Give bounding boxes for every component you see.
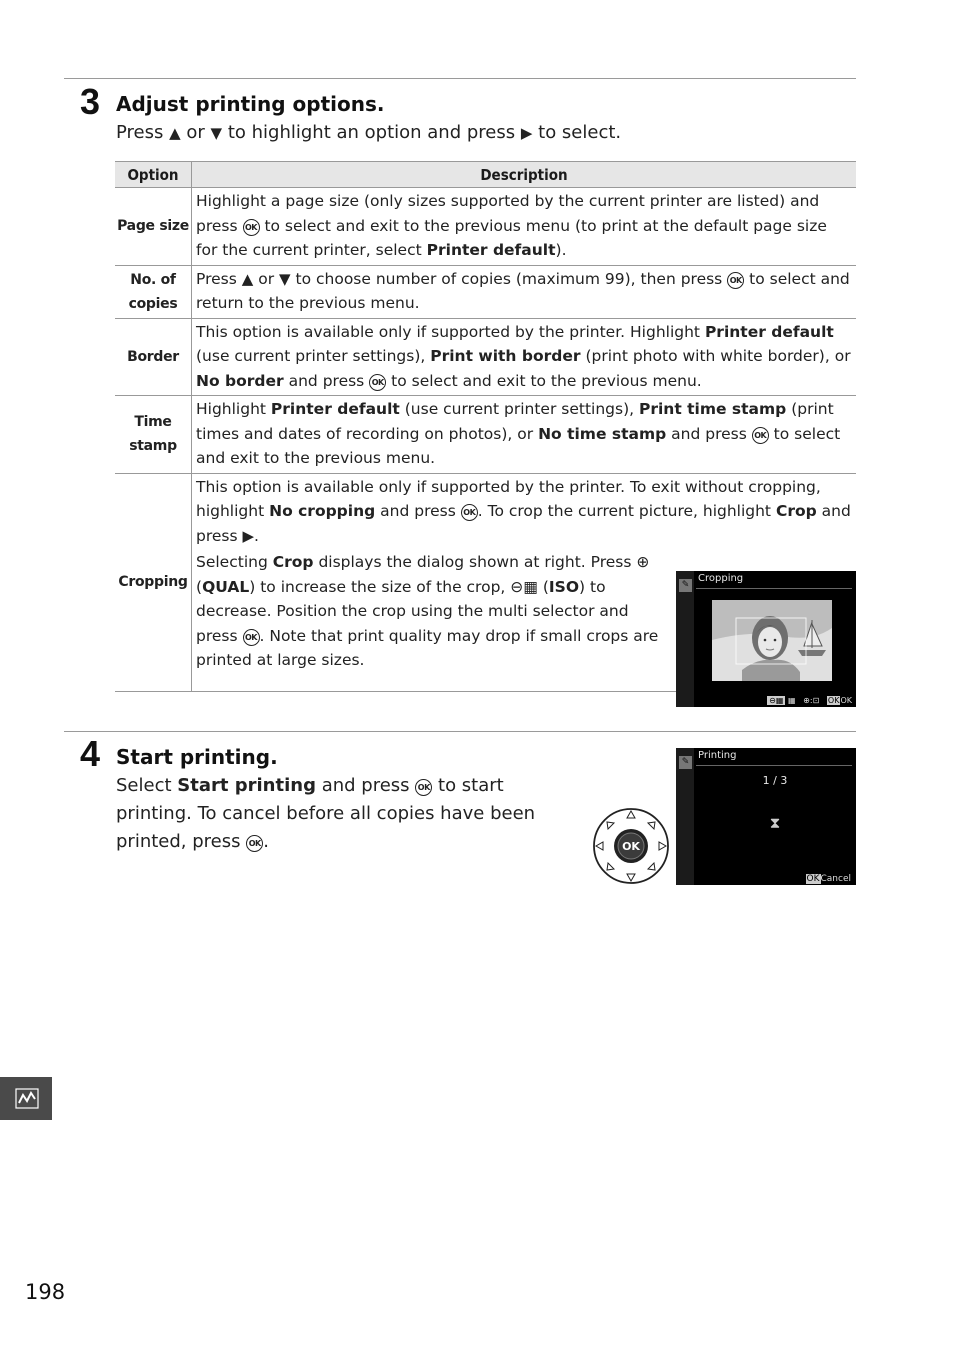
cropping-screen-title: Cropping: [698, 573, 744, 584]
description-page-size: Highlight a page size (only sizes supported by the current printer are listed) and press OK to select and exit to the previous menu (to print at the default page size for the current printer, select Printer default).: [192, 188, 857, 266]
cropping-screen-controls: ⊖▦ ▦ ⊕:⊡ OKOK: [769, 696, 852, 705]
screen-side-bar: [676, 748, 694, 885]
print-mode-icon: ✎: [679, 756, 692, 769]
cropping-paragraph-1: This option is available only if supported by the printer. To exit without cropping, highlight No cropping and press OK . To crop the current picture, highlight Crop and press ▶.: [196, 477, 851, 545]
svg-text:OK: OK: [622, 840, 640, 853]
section-tab: [0, 1077, 52, 1120]
step-4-body: Select Start printing and press OK to start printing. To cancel before all copies have been printed, press OK .: [116, 775, 536, 852]
ok-button-icon: OK: [243, 219, 260, 236]
step-4-number: 4: [80, 733, 101, 774]
option-cropping: Cropping: [115, 473, 192, 691]
option-time-stamp: Time stamp: [115, 396, 192, 474]
step-3-number: 3: [80, 81, 101, 122]
page-number: 198: [25, 1280, 66, 1304]
up-arrow-icon: ▲: [241, 269, 254, 288]
zoom-out-thumbnail-icon: ⊖▦: [510, 577, 538, 596]
mid-rule: [64, 731, 856, 732]
up-arrow-icon: ▲: [169, 124, 181, 142]
down-arrow-icon: ▼: [210, 124, 223, 142]
header-description: Description: [192, 162, 857, 188]
printer-connection-icon: [0, 1077, 52, 1120]
ok-control-icon: OK: [806, 874, 820, 884]
step-3-title: Adjust printing options.: [116, 92, 385, 116]
option-page-size: Page size: [115, 188, 192, 266]
zoom-in-control-icon: ⊕: [803, 696, 810, 705]
print-mode-icon: ✎: [679, 579, 692, 592]
zoom-out-control-icon: ⊖▦: [769, 696, 784, 705]
cropping-paragraph-2: Selecting Crop displays the dialog shown at right. Press ⊕ (QUAL) to increase the size of the crop, ⊖▦ (ISO) to decrease. Position the crop using the multi selector and press OK . Note that print quality may drop if small crops are printed at large sizes.: [196, 553, 659, 669]
printing-screen-title: Printing: [698, 750, 737, 761]
ok-button-icon: OK: [246, 835, 263, 852]
printing-count: 1 / 3: [762, 774, 788, 787]
header-option: Option: [115, 162, 192, 188]
ok-button-icon: OK: [461, 504, 478, 521]
ok-button-icon: OK: [727, 272, 744, 289]
screen-side-bar: [676, 571, 694, 707]
option-border: Border: [115, 318, 192, 396]
right-arrow-icon: ▶: [242, 526, 255, 545]
ok-button-icon: OK: [415, 779, 432, 796]
option-copies: No. of copies: [115, 265, 192, 318]
cropping-screen: [676, 571, 856, 707]
right-arrow-icon: ▶: [520, 124, 533, 142]
description-time-stamp: Highlight Printer default (use current printer settings), Print time stamp (print times and dates of recording on photos), or No time stamp and press OK to select and exit to the previous menu.: [192, 396, 857, 474]
step-4-title: Start printing.: [116, 745, 278, 769]
table-row: [115, 396, 856, 474]
table-row: [115, 265, 856, 318]
printing-cancel-hint: OKCancel: [806, 874, 851, 884]
ok-button-icon: OK: [369, 374, 386, 391]
zoom-in-icon: ⊕: [636, 553, 650, 571]
down-arrow-icon: ▼: [279, 269, 291, 288]
ok-control-icon: OK: [827, 696, 840, 705]
screen-divider: [696, 588, 852, 589]
ok-button-icon: OK: [243, 629, 260, 646]
step-3-intro: Press ▲ or ▼ to highlight an option and press ▶ to select.: [116, 122, 622, 143]
table-row: [115, 188, 856, 266]
cropping-preview-photo: [712, 600, 832, 681]
description-border: This option is available only if supported by the printer. Highlight Printer default (use current printer settings), Print with border (print photo with white border), or No border and press OK to select and exit to the previous menu.: [192, 318, 857, 396]
screen-divider: [696, 765, 852, 766]
table-row: [115, 318, 856, 396]
table-header-row: [115, 162, 856, 188]
multi-selector-icon: [591, 806, 671, 886]
top-rule: [64, 78, 856, 79]
description-copies: Press ▲ or ▼ to choose number of copies (maximum 99), then press OK to select and return to the previous menu.: [192, 265, 857, 318]
ok-button-icon: OK: [752, 427, 769, 444]
hourglass-icon: ⧗: [769, 814, 781, 832]
printing-screen: [676, 748, 856, 885]
